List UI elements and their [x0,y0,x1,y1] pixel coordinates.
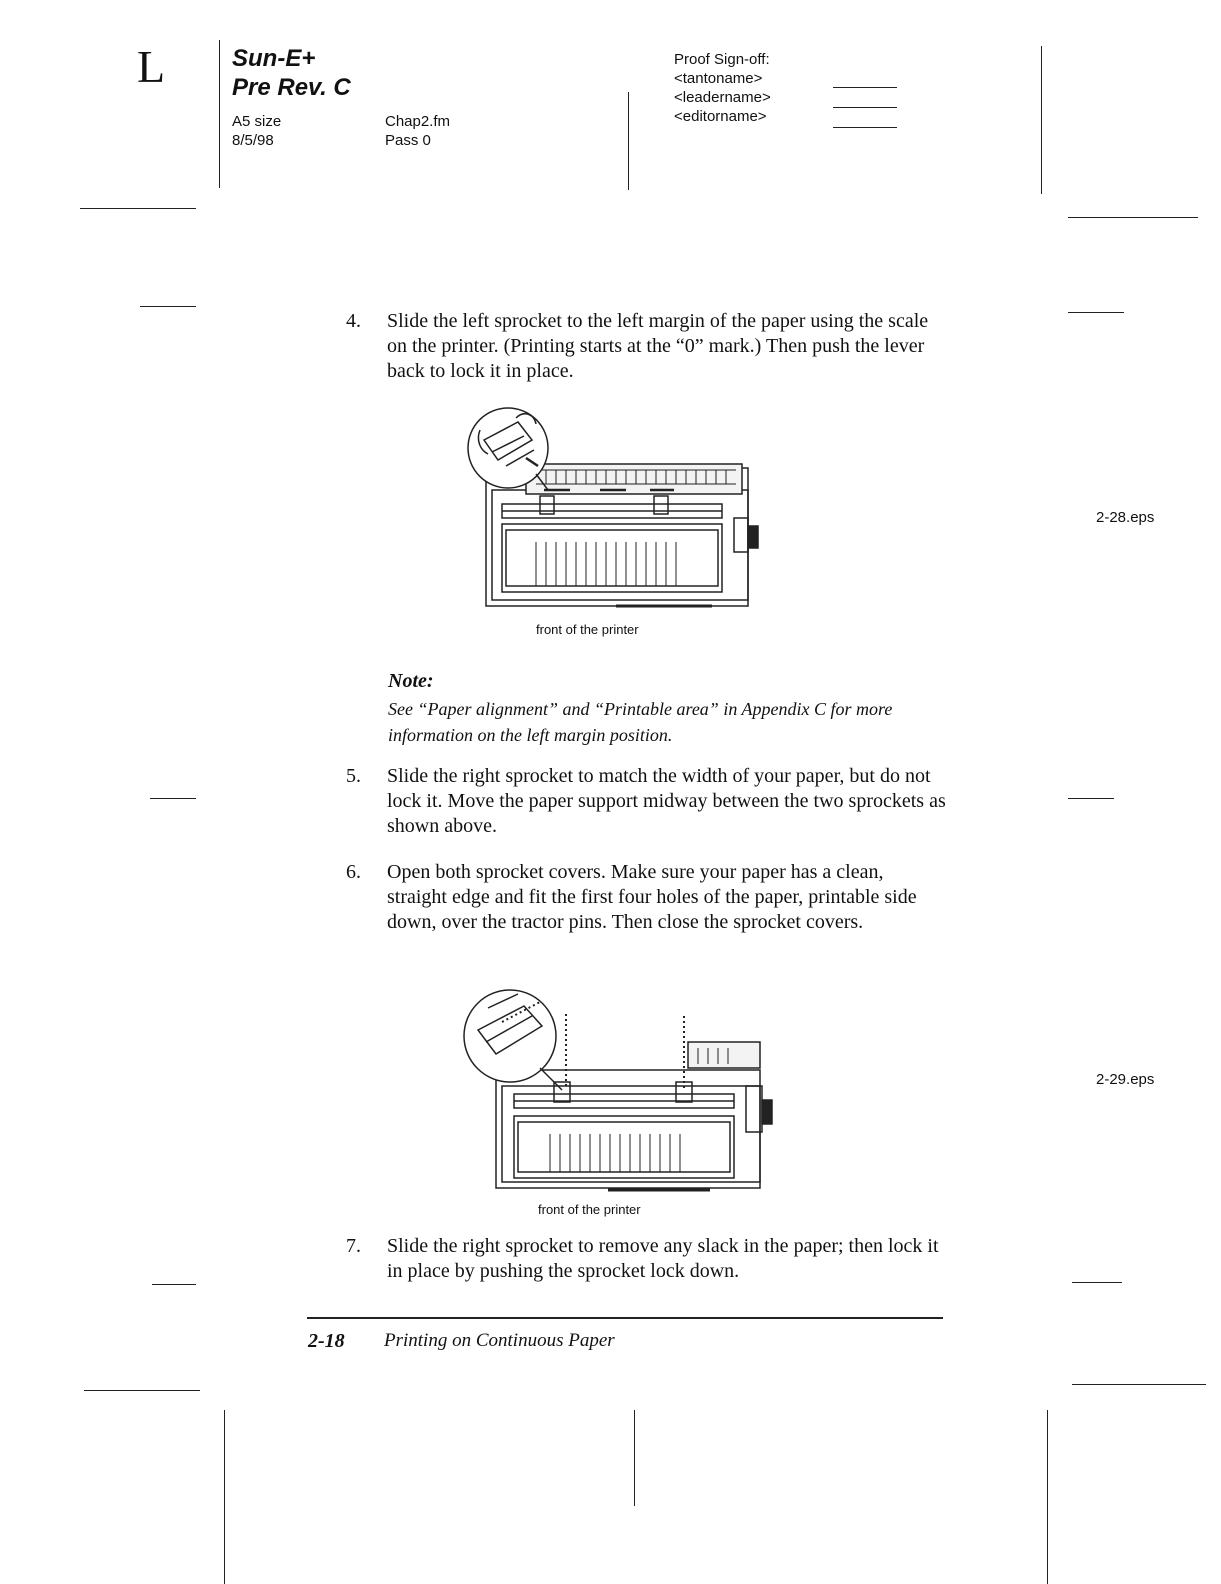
step-number: 6. [346,861,361,883]
crop-mark [1072,1282,1122,1283]
note-title: Note: [388,670,434,692]
header-title-line1: Sun-E+ [232,45,316,72]
crop-mark [634,1410,635,1506]
crop-mark [1068,217,1198,218]
proof-name: <tantoname> [674,70,763,87]
header-title-line2: Pre Rev. C [232,74,351,101]
printer-illustration-left-sprocket [466,400,776,615]
crop-mark [1068,312,1124,313]
crop-mark [140,306,196,307]
step-text: Open both sprocket covers. Make sure your paper has a clean, straight edge and fit the first four holes of the paper, printable side down, over the tractor pins. Then close the sprocket covers. [387,861,917,933]
step-4 [346,309,946,384]
crop-mark [152,1284,196,1285]
crop-mark [84,1390,200,1391]
crop-mark [1047,1410,1048,1584]
crop-mark [1072,1384,1206,1385]
step-text: Slide the right sprocket to match the width of your paper, but do not lock it. Move the paper support midway between the two sprockets as shown above. [387,765,946,837]
figure-caption: front of the printer [538,1202,641,1217]
step-5 [346,764,946,839]
step-number: 7. [346,1235,361,1257]
crop-mark [1068,798,1114,799]
figure-caption: front of the printer [536,622,639,637]
header-pass: Pass 0 [385,132,431,149]
printer-illustration-paper-loaded [458,984,788,1196]
step-number: 5. [346,765,361,787]
proof-label: Proof Sign-off: [674,51,770,68]
step-text: Slide the right sprocket to remove any slack in the paper; then lock it in place by pushing the sprocket lock down. [387,1235,939,1282]
step-text: Slide the left sprocket to the left margin of the paper using the scale on the printer. (Printing starts at the “0” mark.) Then push the lever back to lock it in place. [387,310,929,382]
crop-mark [219,40,220,188]
footer-rule [307,1317,943,1319]
header-file: Chap2.fm [385,113,451,130]
page-number: 2-18 [308,1330,345,1352]
proof-signoff [674,50,771,126]
crop-mark [1041,46,1042,194]
note-body: See “Paper alignment” and “Printable area” in Appendix C for more information on the left margin position. [388,699,893,745]
proof-name: <editorname> [674,108,767,125]
header-date: 8/5/98 [232,132,274,149]
step-number: 4. [346,310,361,332]
crop-mark [224,1410,225,1584]
proof-name: <leadername> [674,89,771,106]
figure-file-name: 2-29.eps [1096,1071,1155,1088]
step-6 [346,860,946,935]
header-size: A5 size [232,113,282,130]
signoff-line [833,127,897,128]
crop-mark [150,798,196,799]
crop-mark [628,92,629,190]
signoff-line [833,107,897,108]
chapter-title: Printing on Continuous Paper [384,1330,615,1351]
signoff-line [833,87,897,88]
crop-mark [80,208,196,209]
corner-letter: L [137,41,166,92]
figure-file-name: 2-28.eps [1096,509,1155,526]
step-7 [346,1234,946,1284]
